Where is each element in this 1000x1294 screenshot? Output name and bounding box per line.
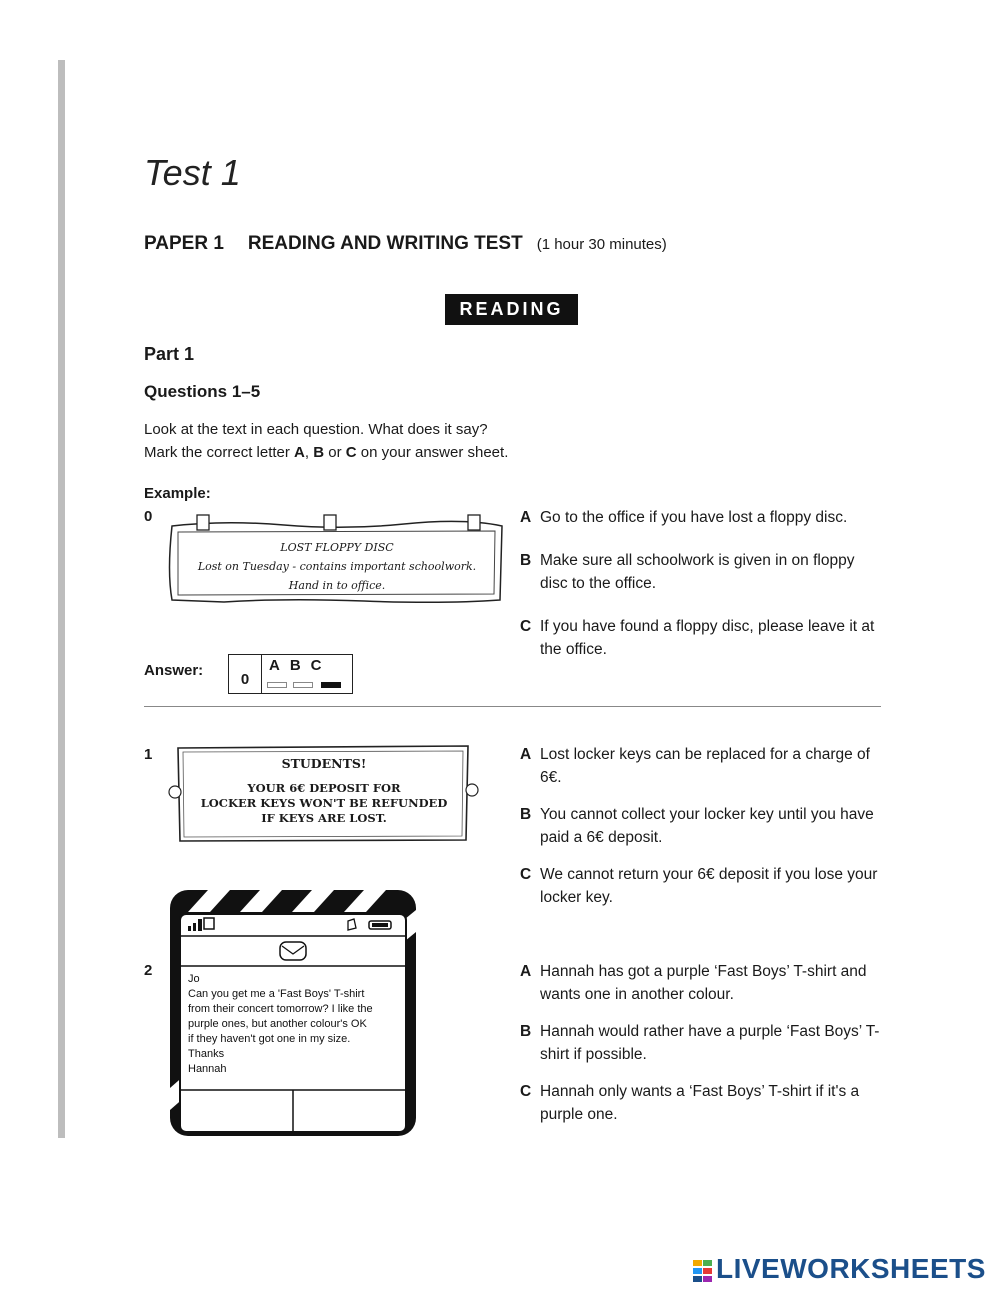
locker-notice-title: STUDENTS! <box>281 756 367 771</box>
question-1-option-a[interactable]: A Lost locker keys can be replaced for a charge of 6€. <box>520 746 870 786</box>
message-line: purple ones, but another colour's OK <box>188 1018 367 1030</box>
phone-illustration <box>168 888 418 1138</box>
answer-box <box>228 654 353 694</box>
test-title: Test 1 <box>144 152 241 193</box>
message-line: Hannah <box>188 1063 227 1075</box>
example-label: Example: <box>144 485 211 502</box>
page-edge <box>58 60 65 1138</box>
question-2-option-c[interactable]: C Hannah only wants a ‘Fast Boys’ T-shirt if it's a purple one. <box>520 1083 860 1123</box>
question-1-option-b[interactable]: B You cannot collect your locker key until you have paid a 6€ deposit. <box>520 806 874 846</box>
part-label: Part 1 <box>144 344 195 364</box>
answer-label: Answer: <box>144 662 204 679</box>
paper-heading <box>144 233 667 255</box>
question-2-options <box>520 960 885 1126</box>
message-line: from their concert tomorrow? I like the <box>188 1003 373 1015</box>
question-1-number: 1 <box>144 746 153 763</box>
instructions <box>144 418 508 464</box>
locker-notice-line3: IF KEYS ARE LOST. <box>261 811 387 825</box>
question-2-option-a[interactable]: A Hannah has got a purple ‘Fast Boys’ T-shirt and wants one in another colour. <box>520 963 867 1003</box>
message-line: Thanks <box>188 1048 225 1060</box>
answer-bar-a <box>267 682 287 688</box>
example-options <box>520 506 885 661</box>
answer-letters: ABC <box>269 657 332 674</box>
example-option-b[interactable]: B Make sure all schoolwork is given in on floppy disc to the office. <box>520 552 855 592</box>
liveworksheets-logo <box>693 1253 986 1285</box>
question-2-number: 2 <box>144 962 153 979</box>
instruction-line-1: Look at the text in each question. What does it say? <box>144 421 488 438</box>
answer-bar-b <box>293 682 313 688</box>
paper-name: READING AND WRITING TEST <box>247 233 523 254</box>
liveworksheets-mark-icon <box>693 1260 713 1282</box>
phone-message <box>188 972 403 1077</box>
answer-number: 0 <box>229 655 262 693</box>
example-notice-line1: Lost on Tuesday - contains important schoolwork. <box>197 560 477 573</box>
instruction-line-2: Mark the correct letter A, B or C on your answer sheet. <box>144 444 509 461</box>
message-line: if they haven't got one in my size. <box>188 1033 351 1045</box>
questions-label: Questions 1–5 <box>144 382 261 401</box>
message-line: Can you get me a 'Fast Boys' T-shirt <box>188 988 365 1000</box>
section-divider <box>144 706 881 707</box>
answer-bar-c-selected <box>321 682 341 688</box>
liveworksheets-brand: LIVEWORKSHEETS <box>716 1253 986 1284</box>
locker-notice-line1: YOUR 6€ DEPOSIT FOR <box>247 781 401 795</box>
example-option-a[interactable]: A Go to the office if you have lost a floppy disc. <box>520 509 848 526</box>
message-line: Jo <box>188 973 200 985</box>
example-option-c[interactable]: C If you have found a floppy disc, please leave it at the office. <box>520 618 875 658</box>
question-2-option-b[interactable]: B Hannah would rather have a purple ‘Fast Boys’ T-shirt if possible. <box>520 1023 880 1063</box>
locker-notice-line2: LOCKER KEYS WON'T BE REFUNDED <box>200 796 448 810</box>
example-notice-line2: Hand in to office. <box>288 579 386 592</box>
question-1-notice <box>166 744 482 844</box>
section-banner: READING <box>445 294 578 325</box>
paper-label: PAPER 1 <box>144 233 224 254</box>
example-notice <box>164 512 510 612</box>
paper-duration: (1 hour 30 minutes) <box>536 236 667 253</box>
question-1-option-c[interactable]: C We cannot return your 6€ deposit if you lose your locker key. <box>520 866 878 906</box>
example-number: 0 <box>144 508 153 525</box>
example-notice-title: LOST FLOPPY DISC <box>280 541 394 554</box>
question-1-options <box>520 743 885 909</box>
